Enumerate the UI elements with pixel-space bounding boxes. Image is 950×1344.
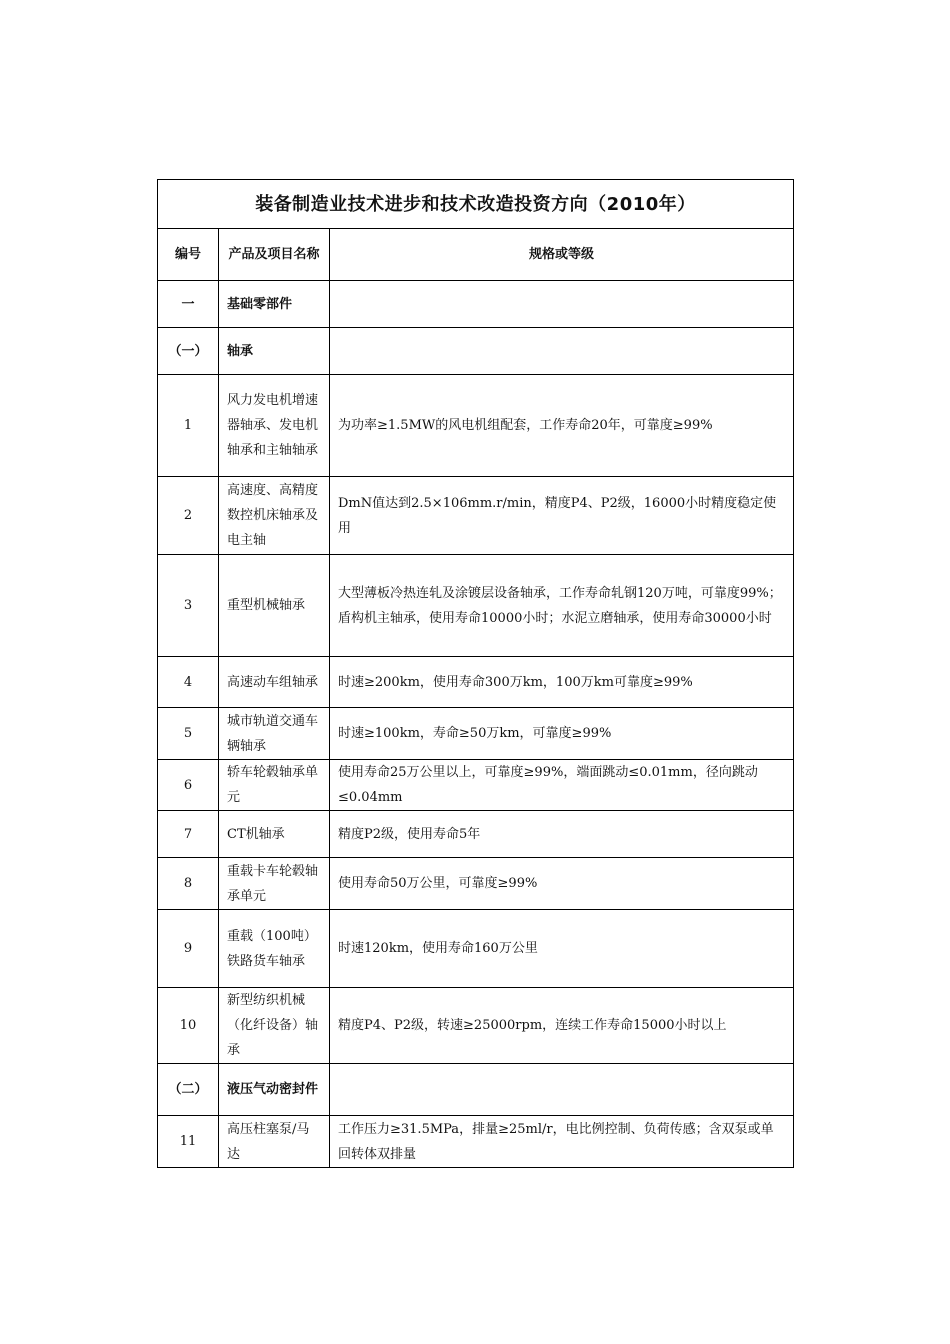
table-row	[158, 657, 794, 708]
row-product-name: 风力发电机增速器轴承、发电机轴承和主轴轴承	[219, 375, 330, 477]
row-specification: 时速≥200km，使用寿命300万km，100万km可靠度≥99%	[330, 657, 794, 708]
row-number: 1	[158, 375, 219, 477]
row-product-name: 高速动车组轴承	[219, 657, 330, 708]
row-product-name: 高速度、高精度数控机床轴承及电主轴	[219, 477, 330, 555]
row-specification: 精度P4、P2级，转速≥25000rpm，连续工作寿命15000小时以上	[330, 988, 794, 1064]
row-number: 3	[158, 555, 219, 657]
row-product-name: 基础零部件	[219, 281, 330, 328]
table-row	[158, 811, 794, 858]
section-row	[158, 328, 794, 375]
header-row	[158, 229, 794, 281]
row-specification	[330, 1064, 794, 1116]
row-specification: 使用寿命25万公里以上，可靠度≥99%，端面跳动≤0.01mm，径向跳动≤0.04mm	[330, 760, 794, 811]
table-row	[158, 760, 794, 811]
row-specification	[330, 328, 794, 375]
row-number: 6	[158, 760, 219, 811]
table-row	[158, 477, 794, 555]
row-number: 4	[158, 657, 219, 708]
table-row	[158, 375, 794, 477]
table-row	[158, 555, 794, 657]
row-number: 一	[158, 281, 219, 328]
row-specification: DmN值达到2.5×106mm.r/min，精度P4、P2级，16000小时精度稳定使用	[330, 477, 794, 555]
table-title: 装备制造业技术进步和技术改造投资方向（2010年）	[158, 180, 794, 229]
header-product-name: 产品及项目名称	[219, 229, 330, 281]
table-row	[158, 988, 794, 1064]
row-product-name: 重型机械轴承	[219, 555, 330, 657]
section-row	[158, 281, 794, 328]
row-product-name: 轿车轮毂轴承单元	[219, 760, 330, 811]
row-specification	[330, 281, 794, 328]
row-product-name: 新型纺织机械（化纤设备）轴承	[219, 988, 330, 1064]
row-specification: 为功率≥1.5MW的风电机组配套，工作寿命20年，可靠度≥99%	[330, 375, 794, 477]
row-number: 2	[158, 477, 219, 555]
table-row	[158, 1116, 794, 1168]
table-row	[158, 910, 794, 988]
row-number: 11	[158, 1116, 219, 1168]
row-number: 5	[158, 708, 219, 760]
row-specification: 使用寿命50万公里，可靠度≥99%	[330, 858, 794, 910]
row-product-name: 轴承	[219, 328, 330, 375]
row-specification: 工作压力≥31.5MPa，排量≥25ml/r，电比例控制、负荷传感；含双泵或单回转体双排量	[330, 1116, 794, 1168]
section-row	[158, 1064, 794, 1116]
row-product-name: CT机轴承	[219, 811, 330, 858]
row-number: （二）	[158, 1064, 219, 1116]
row-specification: 大型薄板冷热连轧及涂镀层设备轴承，工作寿命轧钢120万吨，可靠度99%； 盾构机主轴承，使用寿命10000小时；水泥立磨轴承，使用寿命30000小时	[330, 555, 794, 657]
row-product-name: 高压柱塞泵/马达	[219, 1116, 330, 1168]
title-row	[158, 180, 794, 229]
row-number: 10	[158, 988, 219, 1064]
header-number: 编号	[158, 229, 219, 281]
investment-direction-table	[157, 179, 794, 1168]
row-product-name: 液压气动密封件	[219, 1064, 330, 1116]
row-specification: 时速≥100km，寿命≥50万km，可靠度≥99%	[330, 708, 794, 760]
row-product-name: 重载（100吨）铁路货车轴承	[219, 910, 330, 988]
table-row	[158, 858, 794, 910]
row-number: 9	[158, 910, 219, 988]
row-product-name: 重载卡车轮毂轴承单元	[219, 858, 330, 910]
row-specification: 精度P2级，使用寿命5年	[330, 811, 794, 858]
row-product-name: 城市轨道交通车辆轴承	[219, 708, 330, 760]
row-number: 8	[158, 858, 219, 910]
row-number: （一）	[158, 328, 219, 375]
row-number: 7	[158, 811, 219, 858]
row-specification: 时速120km，使用寿命160万公里	[330, 910, 794, 988]
header-specification: 规格或等级	[330, 229, 794, 281]
table-row	[158, 708, 794, 760]
